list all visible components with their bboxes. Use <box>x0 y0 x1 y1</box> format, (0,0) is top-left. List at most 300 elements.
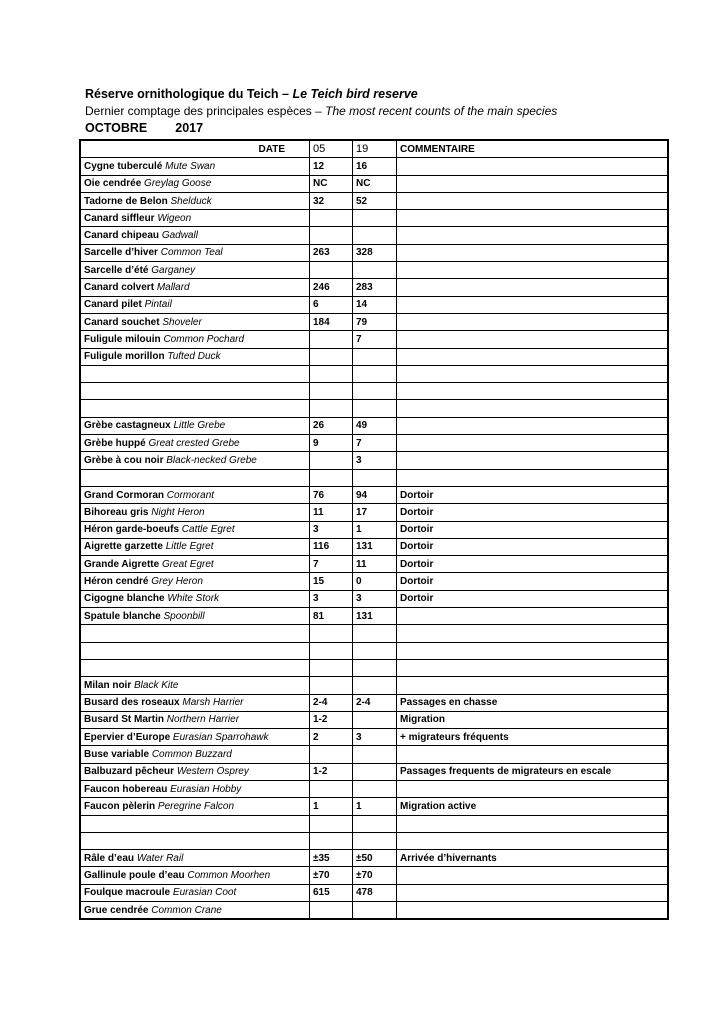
comment-cell <box>397 331 668 348</box>
species-name-cell <box>81 798 310 815</box>
count-19-cell: 3 <box>353 452 397 469</box>
species-count-table <box>80 140 668 919</box>
species-name-cell <box>81 711 310 728</box>
table-row <box>81 452 668 469</box>
count-05-cell: ±35 <box>310 850 353 867</box>
species-name-fr: Héron garde-boeufs <box>84 524 180 536</box>
species-name-fr: Tadorne de Belon <box>84 195 168 207</box>
comment-cell: Dortoir <box>397 590 668 607</box>
subtitle-en: The most recent counts of the main species <box>325 104 558 118</box>
species-name-cell <box>81 521 310 538</box>
table-row <box>81 538 668 555</box>
count-19-cell: 478 <box>353 884 397 901</box>
table-row <box>81 158 668 175</box>
comment-cell <box>397 832 668 849</box>
count-05-cell: 6 <box>310 296 353 313</box>
count-19-cell <box>353 400 397 417</box>
period-year: 2017 <box>175 121 204 135</box>
count-19-cell <box>353 227 397 244</box>
count-19-cell: 0 <box>353 573 397 590</box>
species-name-cell <box>81 746 310 763</box>
count-05-cell <box>310 815 353 832</box>
table-row <box>81 729 668 746</box>
count-05-cell: 1-2 <box>310 763 353 780</box>
comment-cell <box>397 677 668 694</box>
species-name-en: Cormorant <box>166 489 215 501</box>
column-header-date: DATE <box>81 141 310 158</box>
count-05-cell <box>310 400 353 417</box>
comment-cell <box>397 158 668 175</box>
comment-cell <box>397 902 668 919</box>
species-name-en: Shelduck <box>170 195 212 207</box>
comment-cell <box>397 417 668 434</box>
title-en: Le Teich bird reserve <box>292 87 418 101</box>
species-name-cell <box>81 538 310 555</box>
comment-cell <box>397 659 668 676</box>
count-19-cell: 17 <box>353 504 397 521</box>
table-row <box>81 469 668 486</box>
comment-cell <box>397 884 668 901</box>
table-row <box>81 642 668 659</box>
count-19-cell <box>353 348 397 365</box>
species-name-cell <box>81 262 310 279</box>
count-05-cell: 81 <box>310 608 353 625</box>
count-19-cell <box>353 365 397 382</box>
species-name-cell <box>81 348 310 365</box>
count-19-cell: 16 <box>353 158 397 175</box>
table-row <box>81 884 668 901</box>
table-row <box>81 850 668 867</box>
species-name-fr: Grue cendrée <box>84 904 149 916</box>
count-19-cell <box>353 763 397 780</box>
count-19-cell <box>353 383 397 400</box>
species-name-fr: Héron cendré <box>84 576 149 588</box>
column-header-count-05: 05 <box>310 141 353 158</box>
count-05-cell: 15 <box>310 573 353 590</box>
species-name-fr: Canard colvert <box>84 282 155 294</box>
species-name-en: Tufted Duck <box>167 351 221 363</box>
comment-cell: Dortoir <box>397 538 668 555</box>
table-row <box>81 694 668 711</box>
count-05-cell: 26 <box>310 417 353 434</box>
count-05-cell: 263 <box>310 244 353 261</box>
species-name-en: Little Grebe <box>173 420 226 432</box>
count-05-cell: 9 <box>310 435 353 452</box>
species-name-fr: Aigrette garzette <box>84 541 163 553</box>
count-19-cell: 131 <box>353 608 397 625</box>
species-name-cell <box>81 780 310 797</box>
count-05-cell <box>310 331 353 348</box>
species-name-fr: Foulque macroule <box>84 887 171 899</box>
comment-cell <box>397 227 668 244</box>
species-name-en: Black-necked Grebe <box>166 454 257 466</box>
species-name-en: Spoonbill <box>163 610 205 622</box>
species-name-cell <box>81 504 310 521</box>
species-name-en: Great crested Grebe <box>148 437 240 449</box>
species-name-cell <box>81 625 310 642</box>
comment-cell <box>397 383 668 400</box>
species-name-en: Common Buzzard <box>151 749 232 761</box>
count-05-cell: 615 <box>310 884 353 901</box>
count-19-cell: 283 <box>353 279 397 296</box>
species-name-cell <box>81 175 310 192</box>
count-19-cell: NC <box>353 175 397 192</box>
species-name-cell <box>81 590 310 607</box>
comment-cell <box>397 279 668 296</box>
comment-cell <box>397 175 668 192</box>
count-05-cell <box>310 780 353 797</box>
species-name-fr: Canard siffleur <box>84 212 155 224</box>
count-19-cell <box>353 711 397 728</box>
table-row <box>81 262 668 279</box>
species-name-en: Common Moorhen <box>187 870 271 882</box>
count-05-cell: 2-4 <box>310 694 353 711</box>
count-05-cell: 1 <box>310 798 353 815</box>
species-name-cell <box>81 659 310 676</box>
count-19-cell: 2-4 <box>353 694 397 711</box>
count-19-cell: 14 <box>353 296 397 313</box>
species-name-cell <box>81 244 310 261</box>
species-name-en: Eurasian Sparrohawk <box>172 731 269 743</box>
comment-cell <box>397 746 668 763</box>
comment-cell: Migration <box>397 711 668 728</box>
table-row <box>81 365 668 382</box>
subtitle-fr: Dernier comptage des principales espèces <box>85 104 312 118</box>
species-name-en: Western Osprey <box>176 766 249 778</box>
count-19-cell: 1 <box>353 521 397 538</box>
species-name-cell <box>81 192 310 209</box>
title-fr: Réserve ornithologique du Teich <box>85 87 279 101</box>
comment-cell <box>397 210 668 227</box>
table-row <box>81 832 668 849</box>
count-05-cell: 246 <box>310 279 353 296</box>
species-name-cell <box>81 331 310 348</box>
species-name-fr: Spatule blanche <box>84 610 161 622</box>
count-05-cell: 7 <box>310 556 353 573</box>
comment-cell <box>397 435 668 452</box>
count-05-cell: NC <box>310 175 353 192</box>
species-name-fr: Busard des roseaux <box>84 697 180 709</box>
count-19-cell <box>353 262 397 279</box>
count-05-cell: 3 <box>310 590 353 607</box>
table-row <box>81 175 668 192</box>
count-19-cell: 131 <box>353 538 397 555</box>
table-row <box>81 279 668 296</box>
species-name-en: Common Crane <box>151 904 222 916</box>
comment-cell: Dortoir <box>397 504 668 521</box>
count-05-cell: 76 <box>310 486 353 503</box>
species-name-fr: Busard St Martin <box>84 714 165 726</box>
count-19-cell: ±70 <box>353 867 397 884</box>
comment-cell <box>397 262 668 279</box>
table-row <box>81 210 668 227</box>
count-05-cell: 3 <box>310 521 353 538</box>
species-name-en: Night Heron <box>151 506 205 518</box>
species-name-en: White Stork <box>167 593 220 605</box>
count-05-cell: 2 <box>310 729 353 746</box>
count-period <box>85 120 685 136</box>
table-row <box>81 504 668 521</box>
species-name-cell <box>81 815 310 832</box>
count-05-cell <box>310 625 353 642</box>
count-05-cell: 12 <box>310 158 353 175</box>
species-name-en: Gadwall <box>161 230 198 242</box>
count-19-cell <box>353 780 397 797</box>
count-19-cell <box>353 902 397 919</box>
count-05-cell <box>310 210 353 227</box>
species-name-fr: Sarcelle d’hiver <box>84 247 158 259</box>
species-name-cell <box>81 383 310 400</box>
count-19-cell: 49 <box>353 417 397 434</box>
comment-cell <box>397 365 668 382</box>
species-name-fr: Balbuzard pêcheur <box>84 766 175 778</box>
count-05-cell <box>310 262 353 279</box>
species-name-en: Wigeon <box>157 212 192 224</box>
count-19-cell <box>353 815 397 832</box>
table-row <box>81 400 668 417</box>
comment-cell <box>397 867 668 884</box>
period-month: OCTOBRE <box>85 121 148 135</box>
species-name-cell <box>81 469 310 486</box>
table-row <box>81 486 668 503</box>
comment-cell <box>397 815 668 832</box>
species-name-cell <box>81 729 310 746</box>
species-name-fr: Epervier d’Europe <box>84 731 171 743</box>
species-name-en: Little Egret <box>165 541 214 553</box>
species-name-en: Cattle Egret <box>181 524 235 536</box>
comment-cell: Dortoir <box>397 556 668 573</box>
species-name-fr: Faucon pèlerin <box>84 800 156 812</box>
species-name-cell <box>81 279 310 296</box>
species-name-en: Common Teal <box>160 247 223 259</box>
table-row <box>81 192 668 209</box>
species-name-fr: Canard pilet <box>84 299 142 311</box>
species-name-fr: Grèbe à cou noir <box>84 454 164 466</box>
comment-cell <box>397 452 668 469</box>
table-row <box>81 383 668 400</box>
count-19-cell <box>353 659 397 676</box>
table-row <box>81 227 668 244</box>
count-19-cell: 7 <box>353 435 397 452</box>
species-name-en: Mute Swan <box>165 160 216 172</box>
species-name-cell <box>81 884 310 901</box>
title-separator: – <box>278 87 293 101</box>
species-name-en: Northern Harrier <box>166 714 240 726</box>
count-05-cell <box>310 365 353 382</box>
species-name-fr: Râle d’eau <box>84 852 135 864</box>
count-19-cell <box>353 625 397 642</box>
table-row <box>81 625 668 642</box>
subtitle-separator: – <box>311 104 326 118</box>
comment-cell <box>397 469 668 486</box>
count-05-cell <box>310 746 353 763</box>
table-row <box>81 573 668 590</box>
column-header-count-19: 19 <box>353 141 397 158</box>
species-name-fr: Canard souchet <box>84 316 160 328</box>
species-name-fr: Cygne tuberculé <box>84 160 163 172</box>
count-19-cell: 11 <box>353 556 397 573</box>
species-name-fr: Grèbe huppé <box>84 437 146 449</box>
comment-cell: Dortoir <box>397 486 668 503</box>
species-name-en: Peregrine Falcon <box>157 800 235 812</box>
count-05-cell <box>310 677 353 694</box>
table-body <box>81 141 668 919</box>
comment-cell <box>397 608 668 625</box>
species-name-cell <box>81 677 310 694</box>
table-row <box>81 815 668 832</box>
species-name-cell <box>81 400 310 417</box>
table-row <box>81 746 668 763</box>
species-name-cell <box>81 296 310 313</box>
table-row <box>81 296 668 313</box>
species-name-fr: Milan noir <box>84 679 132 691</box>
species-name-cell <box>81 313 310 330</box>
count-19-cell: 3 <box>353 729 397 746</box>
count-05-cell: 32 <box>310 192 353 209</box>
comment-cell <box>397 625 668 642</box>
species-name-cell <box>81 417 310 434</box>
table-row <box>81 313 668 330</box>
species-name-cell <box>81 210 310 227</box>
species-name-fr: Grande Aigrette <box>84 558 160 570</box>
count-19-cell <box>353 210 397 227</box>
comment-cell: Dortoir <box>397 521 668 538</box>
count-05-cell <box>310 642 353 659</box>
comment-cell: Dortoir <box>397 573 668 590</box>
count-05-cell <box>310 452 353 469</box>
species-name-en: Eurasian Hobby <box>170 783 242 795</box>
count-05-cell <box>310 469 353 486</box>
count-05-cell: ±70 <box>310 867 353 884</box>
species-name-fr: Gallinule poule d’eau <box>84 870 185 882</box>
table-header-row <box>81 141 668 158</box>
document-header <box>85 86 685 136</box>
count-19-cell <box>353 642 397 659</box>
count-05-cell: 1-2 <box>310 711 353 728</box>
table-row <box>81 780 668 797</box>
species-name-cell <box>81 365 310 382</box>
species-name-en: Greylag Goose <box>144 178 212 190</box>
species-name-fr: Bihoreau gris <box>84 506 149 518</box>
species-name-fr: Grèbe castagneux <box>84 420 171 432</box>
table-row <box>81 417 668 434</box>
table-row <box>81 348 668 365</box>
comment-cell <box>397 313 668 330</box>
species-name-cell <box>81 556 310 573</box>
count-19-cell: 79 <box>353 313 397 330</box>
species-name-fr: Fuligule morillon <box>84 351 165 363</box>
species-name-fr: Canard chipeau <box>84 230 160 242</box>
document-subtitle <box>85 103 685 120</box>
species-name-en: Grey Heron <box>151 576 203 588</box>
species-name-cell <box>81 694 310 711</box>
comment-cell: Migration active <box>397 798 668 815</box>
table-row <box>81 867 668 884</box>
comment-cell: Passages frequents de migrateurs en escale <box>397 763 668 780</box>
count-05-cell <box>310 832 353 849</box>
comment-cell: + migrateurs fréquents <box>397 729 668 746</box>
species-name-en: Great Egret <box>161 558 214 570</box>
comment-cell <box>397 244 668 261</box>
comment-cell <box>397 642 668 659</box>
table-row <box>81 331 668 348</box>
comment-cell <box>397 780 668 797</box>
comment-cell <box>397 296 668 313</box>
species-name-fr: Sarcelle d’été <box>84 264 149 276</box>
species-name-cell <box>81 902 310 919</box>
species-name-en: Pintail <box>144 299 172 311</box>
comment-cell <box>397 192 668 209</box>
species-name-en: Garganey <box>151 264 196 276</box>
species-name-cell <box>81 642 310 659</box>
table-row <box>81 435 668 452</box>
species-name-cell <box>81 452 310 469</box>
species-name-fr: Fuligule milouin <box>84 333 161 345</box>
table-row <box>81 763 668 780</box>
table-row <box>81 798 668 815</box>
count-19-cell: ±50 <box>353 850 397 867</box>
species-name-fr: Buse variable <box>84 749 150 761</box>
count-19-cell <box>353 746 397 763</box>
count-05-cell <box>310 659 353 676</box>
species-name-fr: Oie cendrée <box>84 178 142 190</box>
count-19-cell <box>353 469 397 486</box>
table-row <box>81 556 668 573</box>
count-05-cell <box>310 383 353 400</box>
document-title <box>85 86 685 103</box>
comment-cell: Arrivée d’hivernants <box>397 850 668 867</box>
species-name-cell <box>81 486 310 503</box>
species-name-fr: Cigogne blanche <box>84 593 165 605</box>
species-name-cell <box>81 227 310 244</box>
count-05-cell <box>310 227 353 244</box>
species-name-fr: Grand Cormoran <box>84 489 165 501</box>
species-name-cell <box>81 867 310 884</box>
count-05-cell <box>310 902 353 919</box>
species-name-fr: Faucon hobereau <box>84 783 168 795</box>
species-name-en: Common Pochard <box>163 333 245 345</box>
table-row <box>81 521 668 538</box>
table-row <box>81 608 668 625</box>
count-19-cell: 94 <box>353 486 397 503</box>
count-05-cell: 184 <box>310 313 353 330</box>
species-name-en: Shoveler <box>162 316 202 328</box>
count-05-cell: 11 <box>310 504 353 521</box>
count-19-cell: 1 <box>353 798 397 815</box>
species-name-cell <box>81 763 310 780</box>
count-19-cell <box>353 677 397 694</box>
species-name-en: Mallard <box>156 282 190 294</box>
count-19-cell <box>353 832 397 849</box>
table-row <box>81 677 668 694</box>
table-row <box>81 711 668 728</box>
species-name-cell <box>81 435 310 452</box>
species-name-cell <box>81 832 310 849</box>
table-row <box>81 590 668 607</box>
count-19-cell: 7 <box>353 331 397 348</box>
table-row <box>81 244 668 261</box>
comment-cell <box>397 400 668 417</box>
count-19-cell: 52 <box>353 192 397 209</box>
count-19-cell: 3 <box>353 590 397 607</box>
species-name-en: Marsh Harrier <box>182 697 244 709</box>
column-header-comment: COMMENTAIRE <box>397 141 668 158</box>
comment-cell <box>397 348 668 365</box>
species-name-cell <box>81 573 310 590</box>
species-name-cell <box>81 158 310 175</box>
species-name-en: Black Kite <box>134 679 179 691</box>
count-05-cell: 116 <box>310 538 353 555</box>
